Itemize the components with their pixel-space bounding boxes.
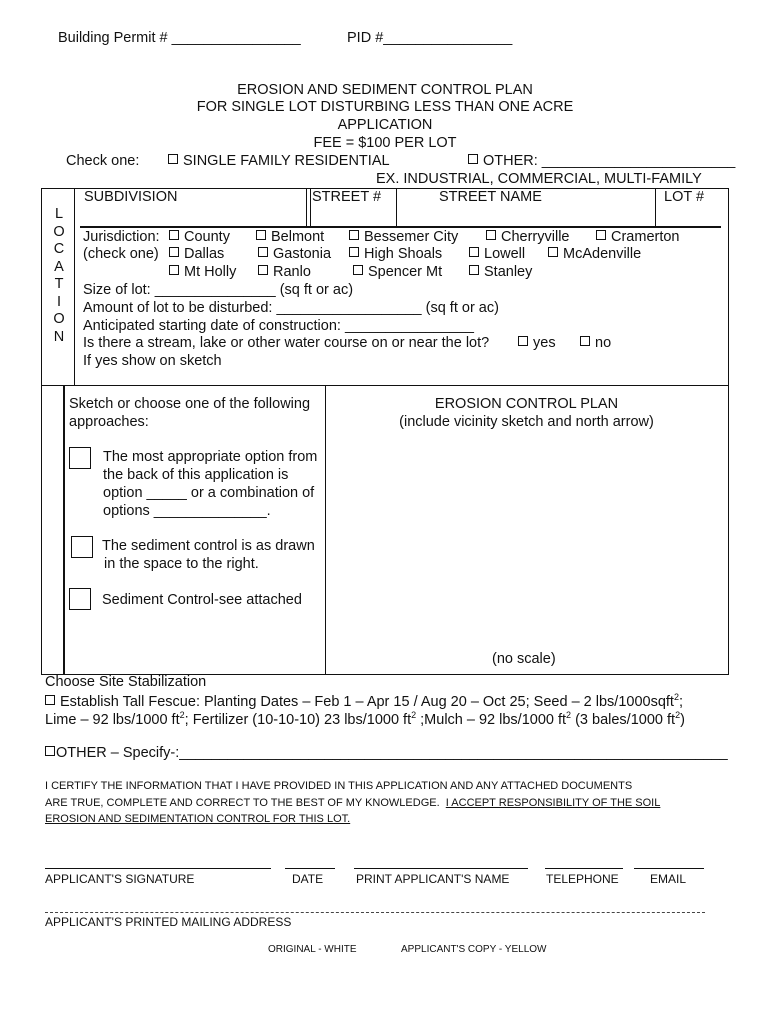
divider bbox=[306, 188, 307, 227]
divider bbox=[310, 188, 311, 227]
jurisdiction-belmont[interactable]: Belmont bbox=[256, 229, 324, 245]
email-label: EMAIL bbox=[650, 872, 687, 886]
stream-no-option[interactable]: no bbox=[580, 335, 611, 351]
location-letter: N bbox=[53, 328, 65, 345]
other-specify-option[interactable]: OTHER – Specify-:____________________________________________________________________ bbox=[45, 745, 728, 761]
checkbox-icon[interactable] bbox=[45, 746, 55, 756]
jurisdiction-lowell[interactable]: Lowell bbox=[469, 246, 525, 262]
stream-question: Is there a stream, lake or other water course on or near the lot? bbox=[83, 335, 490, 351]
fescue-line-2: Lime – 92 lbs/1000 $ft^2$; Fertilizer (10-10-10) 23 lbs/1000 $ft^2$ ;Mulch – 92 lbs/1000 $ft^2$ (3 bales/1000 $ft^2$) bbox=[45, 710, 685, 728]
option-1-text: The most appropriate option from bbox=[103, 449, 318, 465]
field-underline bbox=[80, 226, 721, 228]
sketch-intro-2: approaches: bbox=[69, 414, 149, 430]
lot-no-label: LOT # bbox=[664, 189, 705, 205]
other-examples: EX. INDUSTRIAL, COMMERCIAL, MULTI-FAMILY bbox=[376, 171, 702, 187]
date-line[interactable] bbox=[285, 868, 335, 869]
option-1-text: the back of this application is bbox=[103, 467, 289, 483]
checkbox-icon[interactable] bbox=[596, 230, 606, 240]
checkbox-icon[interactable] bbox=[469, 247, 479, 257]
sup: 2 bbox=[675, 710, 681, 720]
attached-checkbox[interactable] bbox=[69, 588, 91, 610]
jurisdiction-mt-holly[interactable]: Mt Holly bbox=[169, 264, 236, 280]
subdivision-label: SUBDIVISION bbox=[84, 189, 178, 205]
jurisdiction-bessemer[interactable]: Bessemer City bbox=[349, 229, 458, 245]
building-permit-field[interactable]: Building Permit # ________________ bbox=[58, 30, 301, 46]
option-3-text: Sediment Control-see attached bbox=[102, 592, 302, 608]
location-letter: O bbox=[53, 223, 65, 240]
jurisdiction-stanley[interactable]: Stanley bbox=[469, 264, 532, 280]
title-line-3: APPLICATION bbox=[337, 117, 433, 133]
original-copy-label: ORIGINAL - WHITE bbox=[268, 944, 357, 955]
sup: 2 bbox=[411, 710, 417, 720]
plan-title: EROSION CONTROL PLAN bbox=[434, 396, 619, 412]
address-line[interactable] bbox=[45, 912, 705, 913]
name-label: PRINT APPLICANT'S NAME bbox=[356, 872, 510, 886]
checkbox-icon[interactable] bbox=[353, 265, 363, 275]
address-label: APPLICANT'S PRINTED MAILING ADDRESS bbox=[45, 915, 292, 929]
jurisdiction-ranlo[interactable]: Ranlo bbox=[258, 264, 311, 280]
sup: 2 bbox=[179, 710, 185, 720]
single-family-option[interactable]: SINGLE FAMILY RESIDENTIAL bbox=[168, 153, 390, 169]
jurisdiction-high-shoals[interactable]: High Shoals bbox=[349, 246, 442, 262]
lot-size-field[interactable]: Size of lot: _______________ (sq ft or ac) bbox=[83, 282, 354, 298]
date-label: DATE bbox=[292, 872, 324, 886]
sup: 2 bbox=[673, 692, 679, 702]
phone-label: TELEPHONE bbox=[546, 872, 619, 886]
other-option[interactable]: OTHER: ________________________ bbox=[468, 153, 735, 169]
checkbox-icon[interactable] bbox=[168, 154, 178, 164]
checkbox-icon[interactable] bbox=[169, 265, 179, 275]
jurisdiction-county[interactable]: County bbox=[169, 229, 230, 245]
sketch-inner-border bbox=[63, 385, 65, 674]
location-letter: A bbox=[54, 258, 64, 275]
fescue-option[interactable]: Establish Tall Fescue: Planting Dates – Feb 1 – Apr 15 / Aug 20 – Oct 25; Seed – 2 lbs/1000sqft$^2$; bbox=[45, 692, 683, 710]
jurisdiction-mcadenville[interactable]: McAdenville bbox=[548, 246, 641, 262]
check-one-sub-label: (check one) bbox=[83, 246, 159, 262]
location-letter: O bbox=[53, 311, 65, 327]
jurisdiction-gastonia[interactable]: Gastonia bbox=[258, 246, 331, 262]
certify-line-1: I CERTIFY THE INFORMATION THAT I HAVE PROVIDED IN THIS APPLICATION AND ANY ATTACHED DOCUMENTS bbox=[45, 780, 633, 792]
plan-subtitle: (include vicinity sketch and north arrow) bbox=[399, 414, 654, 430]
checkbox-icon[interactable] bbox=[169, 230, 179, 240]
option-2-text: The sediment control is as drawn bbox=[102, 538, 315, 554]
start-date-field[interactable]: Anticipated starting date of construction: ________________ bbox=[83, 318, 474, 334]
certify-line-2: ARE TRUE, COMPLETE AND CORRECT TO THE BEST OF MY KNOWLEDGE. I ACCEPT RESPONSIBILITY OF THE SOIL bbox=[45, 797, 661, 809]
option-2-text: in the space to the right. bbox=[104, 556, 259, 572]
jurisdiction-cherryville[interactable]: Cherryville bbox=[486, 229, 570, 245]
title-line-2: FOR SINGLE LOT DISTURBING LESS THAN ONE ACRE bbox=[196, 99, 574, 115]
stream-yes-option[interactable]: yes bbox=[518, 335, 556, 351]
option-checkbox[interactable] bbox=[69, 447, 91, 469]
phone-line[interactable] bbox=[545, 868, 623, 869]
option-1-text[interactable]: options ______________. bbox=[103, 503, 271, 519]
disturbed-amount-field[interactable]: Amount of lot to be disturbed: __________________ (sq ft or ac) bbox=[83, 300, 499, 316]
pid-field[interactable]: PID #________________ bbox=[347, 30, 513, 46]
jurisdiction-spencer[interactable]: Spencer Mt bbox=[353, 264, 442, 280]
sketch-intro: Sketch or choose one of the following bbox=[69, 396, 311, 412]
jurisdiction-label: Jurisdiction: bbox=[83, 229, 160, 245]
location-letter: C bbox=[53, 241, 65, 257]
title-line-1: EROSION AND SEDIMENT CONTROL PLAN bbox=[237, 82, 533, 98]
street-no-label: STREET # bbox=[312, 189, 382, 205]
checkbox-icon[interactable] bbox=[258, 247, 268, 257]
checkbox-icon[interactable] bbox=[468, 154, 478, 164]
location-letter: T bbox=[54, 276, 64, 292]
sketch-note: If yes show on sketch bbox=[83, 353, 222, 369]
fee-line: FEE = $100 PER LOT bbox=[313, 135, 457, 151]
checkbox-icon[interactable] bbox=[349, 230, 359, 240]
divider bbox=[396, 188, 397, 227]
jurisdiction-cramerton[interactable]: Cramerton bbox=[596, 229, 680, 245]
applicant-copy-label: APPLICANT'S COPY - YELLOW bbox=[401, 944, 547, 955]
checkbox-icon[interactable] bbox=[169, 247, 179, 257]
location-side-label bbox=[49, 206, 69, 346]
jurisdiction-dallas[interactable]: Dallas bbox=[169, 246, 224, 262]
no-scale-note: (no scale) bbox=[492, 651, 556, 667]
sup: 2 bbox=[566, 710, 572, 720]
location-letter: I bbox=[56, 293, 62, 310]
checkbox-icon[interactable] bbox=[548, 247, 558, 257]
drawn-checkbox[interactable] bbox=[71, 536, 93, 558]
checkbox-icon[interactable] bbox=[45, 695, 55, 705]
name-line[interactable] bbox=[354, 868, 528, 869]
stabilization-heading: Choose Site Stabilization bbox=[45, 674, 207, 690]
street-name-label: STREET NAME bbox=[439, 189, 542, 205]
checkbox-icon[interactable] bbox=[580, 336, 590, 346]
signature-line[interactable] bbox=[45, 868, 271, 869]
checkbox-icon[interactable] bbox=[258, 265, 268, 275]
certify-line-3: EROSION AND SEDIMENTATION CONTROL FOR THIS LOT. bbox=[45, 813, 351, 825]
check-one-label: Check one: bbox=[66, 153, 140, 169]
signature-label: APPLICANT'S SIGNATURE bbox=[45, 872, 195, 886]
option-1-text[interactable]: option _____ or a combination of bbox=[103, 485, 315, 501]
checkbox-icon[interactable] bbox=[256, 230, 266, 240]
checkbox-icon[interactable] bbox=[469, 265, 479, 275]
checkbox-icon[interactable] bbox=[486, 230, 496, 240]
divider bbox=[655, 188, 656, 227]
location-letter: L bbox=[54, 206, 64, 222]
email-line[interactable] bbox=[634, 868, 704, 869]
location-divider bbox=[74, 188, 75, 385]
checkbox-icon[interactable] bbox=[349, 247, 359, 257]
checkbox-icon[interactable] bbox=[518, 336, 528, 346]
